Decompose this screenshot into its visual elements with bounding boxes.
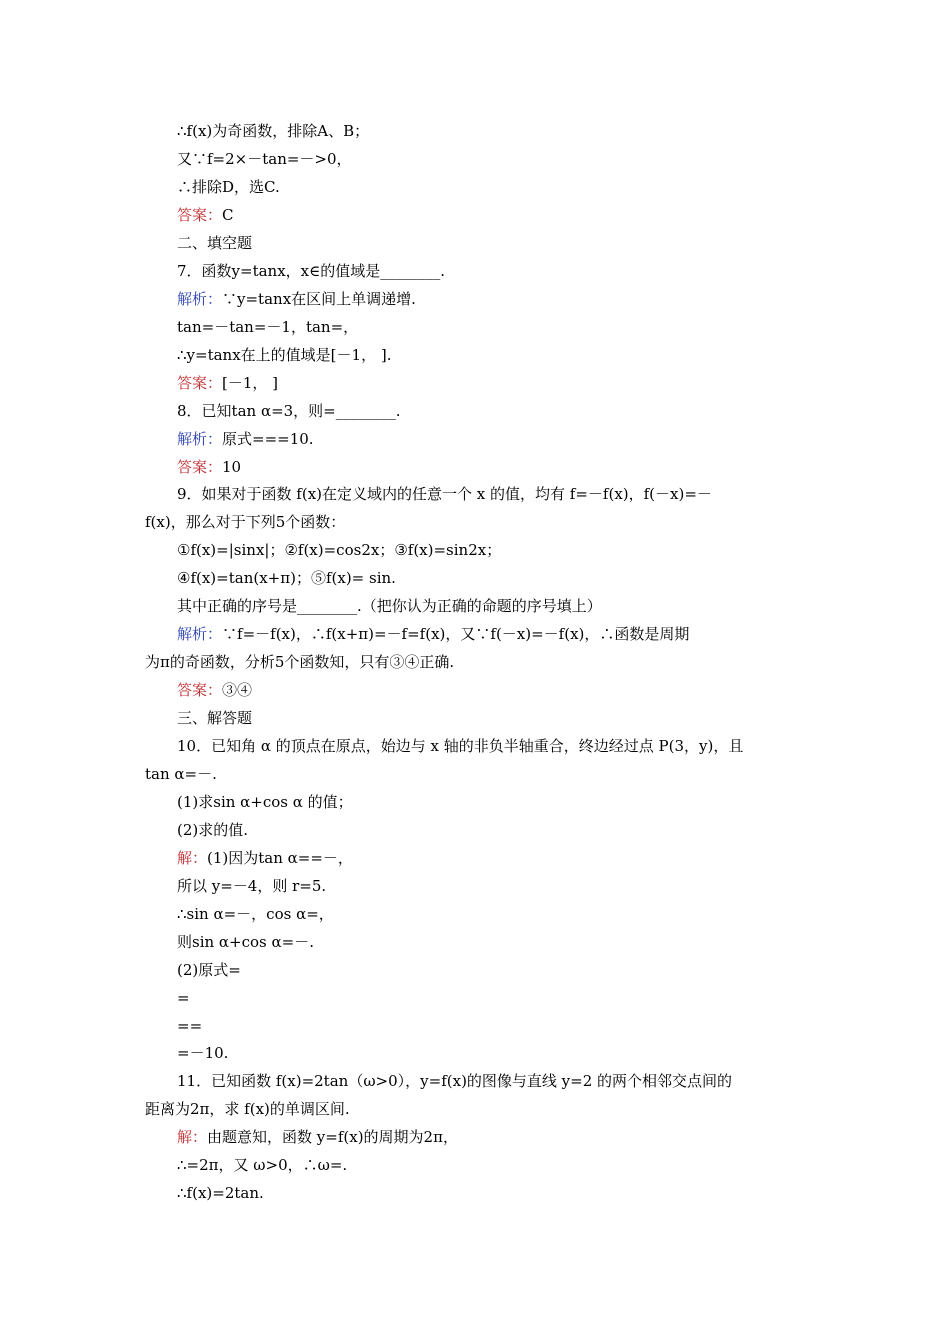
- analysis-line: 解析：原式===10.: [177, 430, 314, 448]
- analysis-label: 解析：: [177, 290, 223, 308]
- text-line: ①f(x)=|sinx|；②f(x)=cos2x；③f(x)=sin2x；: [177, 541, 502, 559]
- answer-line: 答案：C: [177, 206, 234, 224]
- question-10: 10．已知角 α 的顶点在原点，始边与 x 轴的非负半轴重合，终边经过点 P(3，y)，且: [177, 737, 744, 755]
- text-line: (2)原式=: [177, 961, 241, 979]
- question-7: 7．函数y=tanx，x∈的值域是________.: [177, 262, 446, 280]
- text-line: =: [177, 989, 190, 1007]
- answer-label: 答案：: [177, 458, 223, 476]
- text-line: ∴y=tanx在上的值域是[－1， ].: [177, 346, 392, 364]
- answer-line: 答案：10: [177, 458, 242, 476]
- text-line: 为π的奇函数，分析5个函数知，只有③④正确.: [145, 653, 455, 671]
- text-line: ∴排除D，选C.: [177, 178, 280, 196]
- text-line: 则sin α+cos α=－.: [177, 933, 314, 951]
- text-line: ∴f(x)为奇函数，排除A、B；: [177, 122, 370, 140]
- analysis-line: 解析：∵f=－f(x)，∴f(x+π)=－f=f(x)，又∵f(－x)=－f(x)，∴函数是周期: [177, 625, 690, 643]
- text-line: ==: [177, 1017, 203, 1035]
- text-line: ∴=2π，又 ω>0，∴ω=.: [177, 1156, 348, 1174]
- text-line: (2)求的值.: [177, 821, 249, 839]
- question-11: 11．已知函数 f(x)=2tan（ω>0），y=f(x)的图像与直线 y=2 的两个相邻交点间的: [177, 1072, 733, 1090]
- text-line: ④f(x)=tan(x+π)；⑤f(x)= sin.: [177, 569, 396, 587]
- text-line: 所以 y=－4，则 r=5.: [177, 877, 327, 895]
- text-line: 又∵f=2×－tan=－>0，: [177, 150, 352, 168]
- text-line: f(x)，那么对于下列5个函数：: [145, 513, 346, 531]
- section-heading: 三、解答题: [177, 709, 253, 727]
- section-heading: 二、填空题: [177, 234, 253, 252]
- answer-label: 答案：: [177, 206, 223, 224]
- solution-label: 解：: [177, 1128, 208, 1146]
- analysis-line: 解析：∵y=tanx在区间上单调递增.: [177, 290, 416, 308]
- text-line: ∴f(x)=2tan.: [177, 1184, 264, 1202]
- text-line: 其中正确的序号是________.（把你认为正确的命题的序号填上）: [177, 597, 602, 615]
- analysis-label: 解析：: [177, 625, 223, 643]
- analysis-label: 解析：: [177, 430, 223, 448]
- solution-label: 解：: [177, 849, 208, 867]
- answer-label: 答案：: [177, 374, 223, 392]
- solution-line: 解：由题意知，函数 y=f(x)的周期为2π，: [177, 1128, 458, 1146]
- answer-line: 答案：③④: [177, 681, 253, 699]
- text-line: tan=－tan=－1，tan=，: [177, 318, 359, 336]
- text-line: 距离为2π，求 f(x)的单调区间.: [145, 1100, 350, 1118]
- solution-line: 解：(1)因为tan α==－，: [177, 849, 353, 867]
- answer-line: 答案：[－1， ]: [177, 374, 279, 392]
- question-9: 9．如果对于函数 f(x)在定义域内的任意一个 x 的值，均有 f=－f(x)，f(－x)=－: [177, 485, 712, 503]
- text-line: tan α=－.: [145, 765, 217, 783]
- answer-label: 答案：: [177, 681, 223, 699]
- question-8: 8．已知tan α=3，则=________.: [177, 402, 401, 420]
- text-line: (1)求sin α+cos α 的值；: [177, 793, 353, 811]
- text-line: =－10.: [177, 1044, 229, 1062]
- text-line: ∴sin α=－，cos α=，: [177, 905, 334, 923]
